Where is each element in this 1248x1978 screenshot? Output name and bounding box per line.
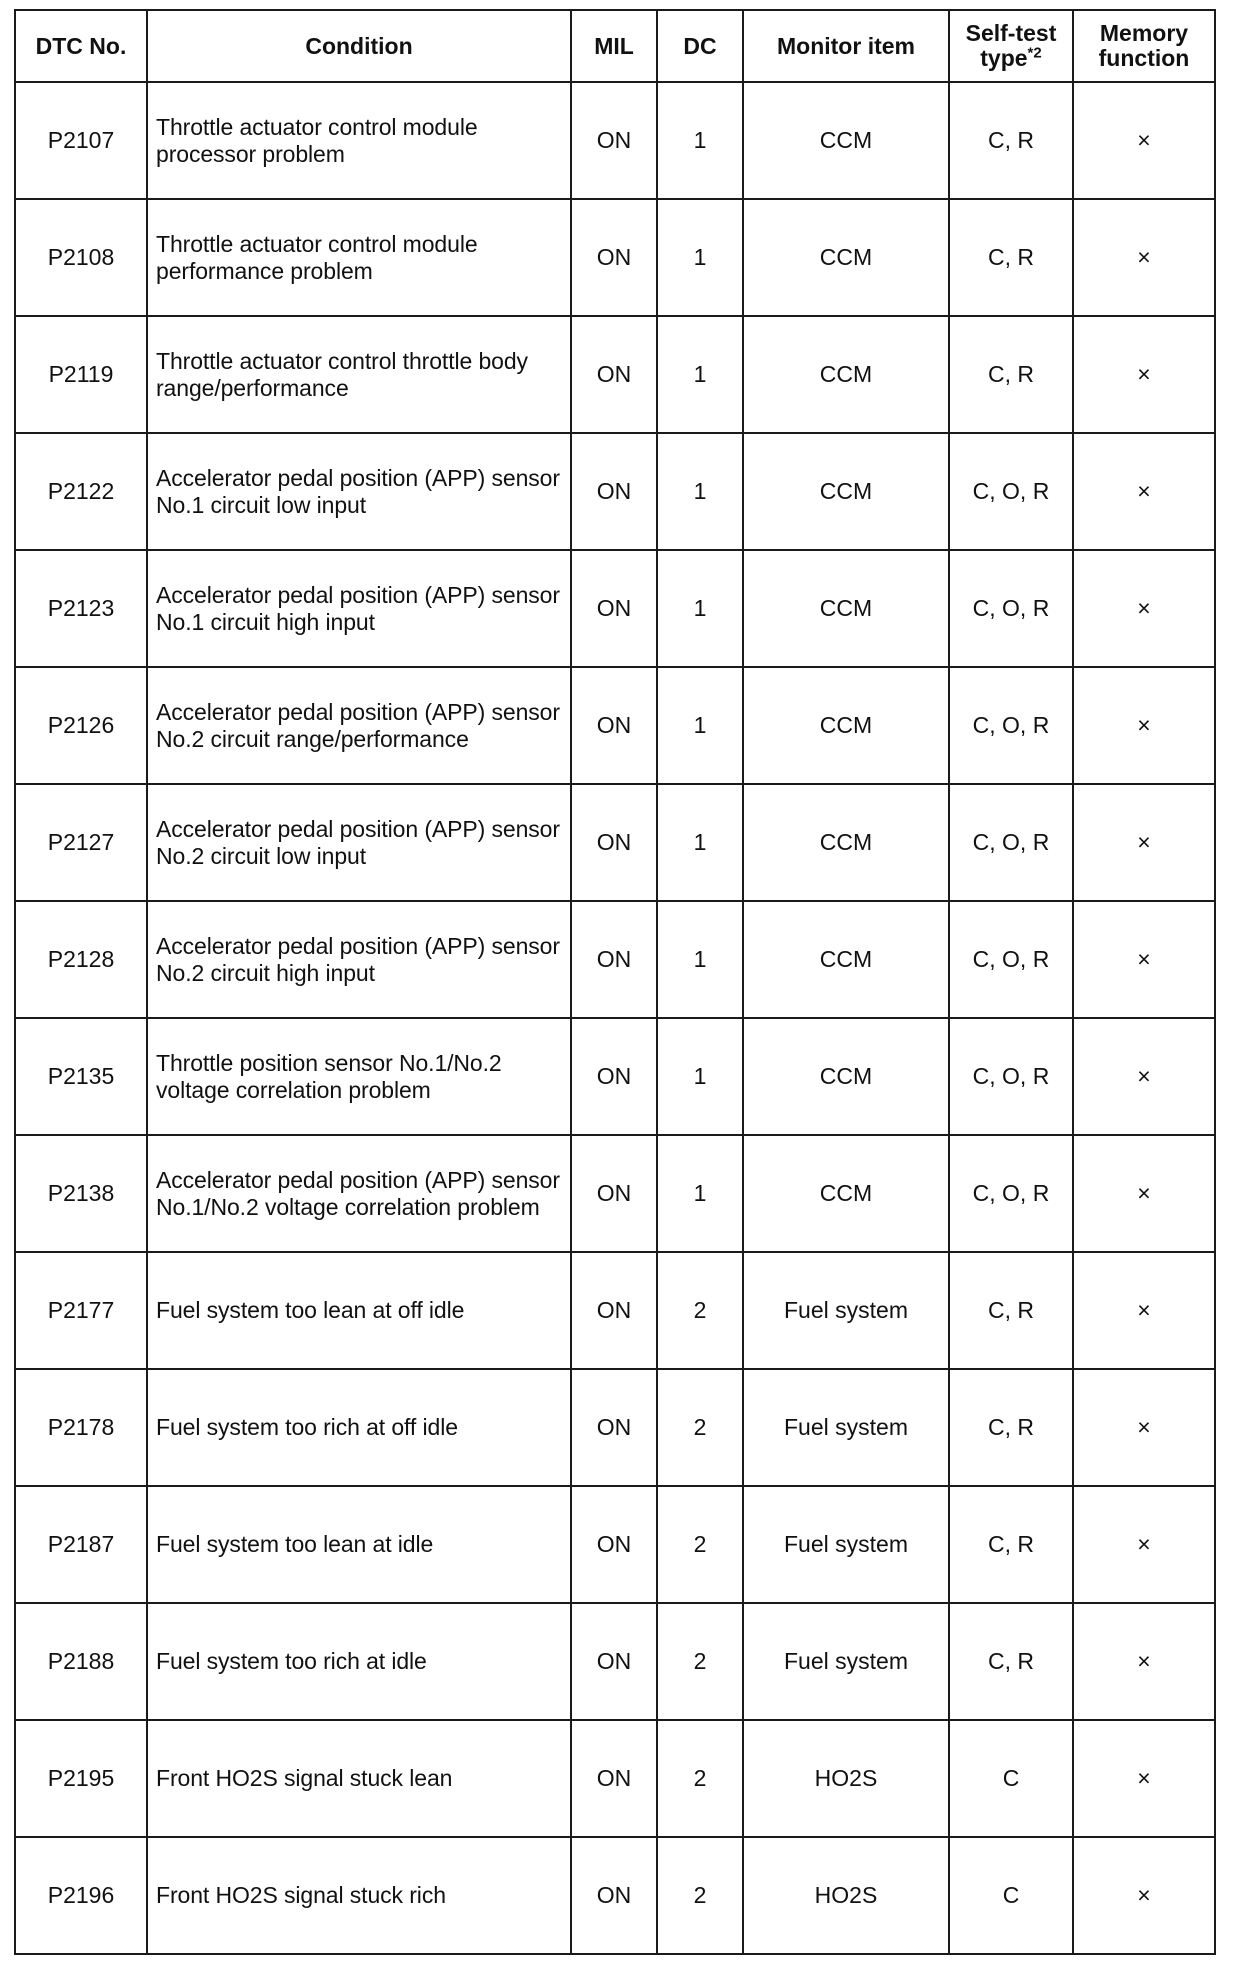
condition-cell: Fuel system too rich at off idle bbox=[147, 1369, 571, 1486]
mil-cell: ON bbox=[571, 550, 657, 667]
memory-function-cell: × bbox=[1073, 1486, 1215, 1603]
monitor-item-cell: CCM bbox=[743, 550, 949, 667]
dc-cell: 1 bbox=[657, 199, 743, 316]
dc-cell: 1 bbox=[657, 901, 743, 1018]
dc-cell: 1 bbox=[657, 1135, 743, 1252]
dc-cell: 1 bbox=[657, 784, 743, 901]
dc-cell: 2 bbox=[657, 1603, 743, 1720]
table-row bbox=[15, 82, 1215, 199]
monitor-item-cell: CCM bbox=[743, 1135, 949, 1252]
dtc-code-cell: P2128 bbox=[15, 901, 147, 1018]
monitor-item-cell: Fuel system bbox=[743, 1603, 949, 1720]
condition-cell: Accelerator pedal position (APP) sensor No.2 circuit low input bbox=[147, 784, 571, 901]
memory-function-cell: × bbox=[1073, 433, 1215, 550]
header-memory-function bbox=[1073, 10, 1215, 82]
dtc-code-cell: P2196 bbox=[15, 1837, 147, 1954]
dtc-code-cell: P2178 bbox=[15, 1369, 147, 1486]
self-test-type-cell: C, O, R bbox=[949, 901, 1073, 1018]
mil-cell: ON bbox=[571, 1369, 657, 1486]
memory-function-cell: × bbox=[1073, 1369, 1215, 1486]
self-test-type-cell: C, R bbox=[949, 1486, 1073, 1603]
header-dtc: DTC No. bbox=[15, 10, 147, 82]
condition-cell: Throttle position sensor No.1/No.2 voltage correlation problem bbox=[147, 1018, 571, 1135]
dtc-code-cell: P2119 bbox=[15, 316, 147, 433]
mil-cell: ON bbox=[571, 1603, 657, 1720]
memory-function-cell: × bbox=[1073, 1720, 1215, 1837]
self-test-type-cell: C, O, R bbox=[949, 550, 1073, 667]
memory-function-cell: × bbox=[1073, 1252, 1215, 1369]
self-test-type-cell: C bbox=[949, 1720, 1073, 1837]
condition-cell: Front HO2S signal stuck rich bbox=[147, 1837, 571, 1954]
dtc-code-cell: P2187 bbox=[15, 1486, 147, 1603]
self-test-type-cell: C, R bbox=[949, 1603, 1073, 1720]
self-test-type-cell: C, R bbox=[949, 1252, 1073, 1369]
header-self-test-line2: type bbox=[980, 45, 1028, 71]
dc-cell: 2 bbox=[657, 1369, 743, 1486]
dtc-table bbox=[14, 9, 1216, 1955]
memory-function-cell: × bbox=[1073, 1135, 1215, 1252]
monitor-item-cell: CCM bbox=[743, 784, 949, 901]
mil-cell: ON bbox=[571, 1252, 657, 1369]
memory-function-cell: × bbox=[1073, 784, 1215, 901]
mil-cell: ON bbox=[571, 1486, 657, 1603]
table-row bbox=[15, 1837, 1215, 1954]
self-test-type-cell: C, O, R bbox=[949, 784, 1073, 901]
header-monitor-item: Monitor item bbox=[743, 10, 949, 82]
condition-cell: Accelerator pedal position (APP) sensor No.1 circuit low input bbox=[147, 433, 571, 550]
header-self-test-line1: Self-test bbox=[965, 20, 1057, 46]
memory-function-cell: × bbox=[1073, 82, 1215, 199]
memory-function-cell: × bbox=[1073, 1603, 1215, 1720]
self-test-type-cell: C, O, R bbox=[949, 667, 1073, 784]
dc-cell: 1 bbox=[657, 433, 743, 550]
condition-cell: Fuel system too lean at off idle bbox=[147, 1252, 571, 1369]
condition-cell: Front HO2S signal stuck lean bbox=[147, 1720, 571, 1837]
dtc-code-cell: P2135 bbox=[15, 1018, 147, 1135]
monitor-item-cell: CCM bbox=[743, 199, 949, 316]
self-test-type-cell: C, O, R bbox=[949, 433, 1073, 550]
condition-cell: Throttle actuator control module performance problem bbox=[147, 199, 571, 316]
self-test-type-cell: C, R bbox=[949, 82, 1073, 199]
monitor-item-cell: Fuel system bbox=[743, 1369, 949, 1486]
dtc-code-cell: P2127 bbox=[15, 784, 147, 901]
header-mil: MIL bbox=[571, 10, 657, 82]
mil-cell: ON bbox=[571, 901, 657, 1018]
monitor-item-cell: Fuel system bbox=[743, 1252, 949, 1369]
self-test-type-cell: C, O, R bbox=[949, 1018, 1073, 1135]
dc-cell: 1 bbox=[657, 316, 743, 433]
mil-cell: ON bbox=[571, 82, 657, 199]
monitor-item-cell: CCM bbox=[743, 667, 949, 784]
dtc-code-cell: P2126 bbox=[15, 667, 147, 784]
monitor-item-cell: CCM bbox=[743, 316, 949, 433]
dtc-code-cell: P2123 bbox=[15, 550, 147, 667]
condition-cell: Accelerator pedal position (APP) sensor No.1/No.2 voltage correlation problem bbox=[147, 1135, 571, 1252]
condition-cell: Fuel system too rich at idle bbox=[147, 1603, 571, 1720]
monitor-item-cell: Fuel system bbox=[743, 1486, 949, 1603]
table-row bbox=[15, 1486, 1215, 1603]
header-condition: Condition bbox=[147, 10, 571, 82]
mil-cell: ON bbox=[571, 1135, 657, 1252]
dtc-code-cell: P2138 bbox=[15, 1135, 147, 1252]
header-memory-line1: Memory bbox=[1099, 20, 1189, 46]
monitor-item-cell: CCM bbox=[743, 1018, 949, 1135]
self-test-type-cell: C, R bbox=[949, 1369, 1073, 1486]
monitor-item-cell: HO2S bbox=[743, 1720, 949, 1837]
monitor-item-cell: CCM bbox=[743, 433, 949, 550]
dtc-code-cell: P2108 bbox=[15, 199, 147, 316]
table-row bbox=[15, 1603, 1215, 1720]
table-body bbox=[15, 82, 1215, 1954]
memory-function-cell: × bbox=[1073, 667, 1215, 784]
condition-cell: Fuel system too lean at idle bbox=[147, 1486, 571, 1603]
table-row bbox=[15, 550, 1215, 667]
mil-cell: ON bbox=[571, 667, 657, 784]
self-test-type-cell: C, R bbox=[949, 199, 1073, 316]
mil-cell: ON bbox=[571, 1018, 657, 1135]
condition-cell: Throttle actuator control throttle body range/performance bbox=[147, 316, 571, 433]
dtc-code-cell: P2122 bbox=[15, 433, 147, 550]
mil-cell: ON bbox=[571, 1837, 657, 1954]
table-row bbox=[15, 784, 1215, 901]
table-header-row bbox=[15, 10, 1215, 82]
header-dc: DC bbox=[657, 10, 743, 82]
self-test-type-cell: C, R bbox=[949, 316, 1073, 433]
table-row bbox=[15, 1369, 1215, 1486]
table-row bbox=[15, 1720, 1215, 1837]
condition-cell: Accelerator pedal position (APP) sensor No.2 circuit range/performance bbox=[147, 667, 571, 784]
memory-function-cell: × bbox=[1073, 1018, 1215, 1135]
dtc-code-cell: P2177 bbox=[15, 1252, 147, 1369]
dc-cell: 1 bbox=[657, 82, 743, 199]
table-row bbox=[15, 1135, 1215, 1252]
condition-cell: Accelerator pedal position (APP) sensor No.1 circuit high input bbox=[147, 550, 571, 667]
self-test-type-cell: C bbox=[949, 1837, 1073, 1954]
header-self-test-type bbox=[949, 10, 1073, 82]
memory-function-cell: × bbox=[1073, 199, 1215, 316]
mil-cell: ON bbox=[571, 433, 657, 550]
header-memory-line2: function bbox=[1098, 45, 1190, 71]
dc-cell: 2 bbox=[657, 1252, 743, 1369]
dc-cell: 1 bbox=[657, 667, 743, 784]
monitor-item-cell: CCM bbox=[743, 901, 949, 1018]
table-row bbox=[15, 316, 1215, 433]
dc-cell: 1 bbox=[657, 550, 743, 667]
self-test-type-cell: C, O, R bbox=[949, 1135, 1073, 1252]
dtc-code-cell: P2188 bbox=[15, 1603, 147, 1720]
table-row bbox=[15, 199, 1215, 316]
table-row bbox=[15, 901, 1215, 1018]
mil-cell: ON bbox=[571, 784, 657, 901]
memory-function-cell: × bbox=[1073, 316, 1215, 433]
mil-cell: ON bbox=[571, 316, 657, 433]
dtc-code-cell: P2107 bbox=[15, 82, 147, 199]
table-row bbox=[15, 1018, 1215, 1135]
header-self-test-footnote: *2 bbox=[1027, 44, 1042, 62]
dc-cell: 2 bbox=[657, 1486, 743, 1603]
dc-cell: 1 bbox=[657, 1018, 743, 1135]
dtc-code-cell: P2195 bbox=[15, 1720, 147, 1837]
memory-function-cell: × bbox=[1073, 901, 1215, 1018]
monitor-item-cell: HO2S bbox=[743, 1837, 949, 1954]
table-row bbox=[15, 1252, 1215, 1369]
condition-cell: Throttle actuator control module processor problem bbox=[147, 82, 571, 199]
condition-cell: Accelerator pedal position (APP) sensor No.2 circuit high input bbox=[147, 901, 571, 1018]
dc-cell: 2 bbox=[657, 1720, 743, 1837]
table-row bbox=[15, 433, 1215, 550]
mil-cell: ON bbox=[571, 1720, 657, 1837]
memory-function-cell: × bbox=[1073, 550, 1215, 667]
table-row bbox=[15, 667, 1215, 784]
dc-cell: 2 bbox=[657, 1837, 743, 1954]
mil-cell: ON bbox=[571, 199, 657, 316]
memory-function-cell: × bbox=[1073, 1837, 1215, 1954]
monitor-item-cell: CCM bbox=[743, 82, 949, 199]
